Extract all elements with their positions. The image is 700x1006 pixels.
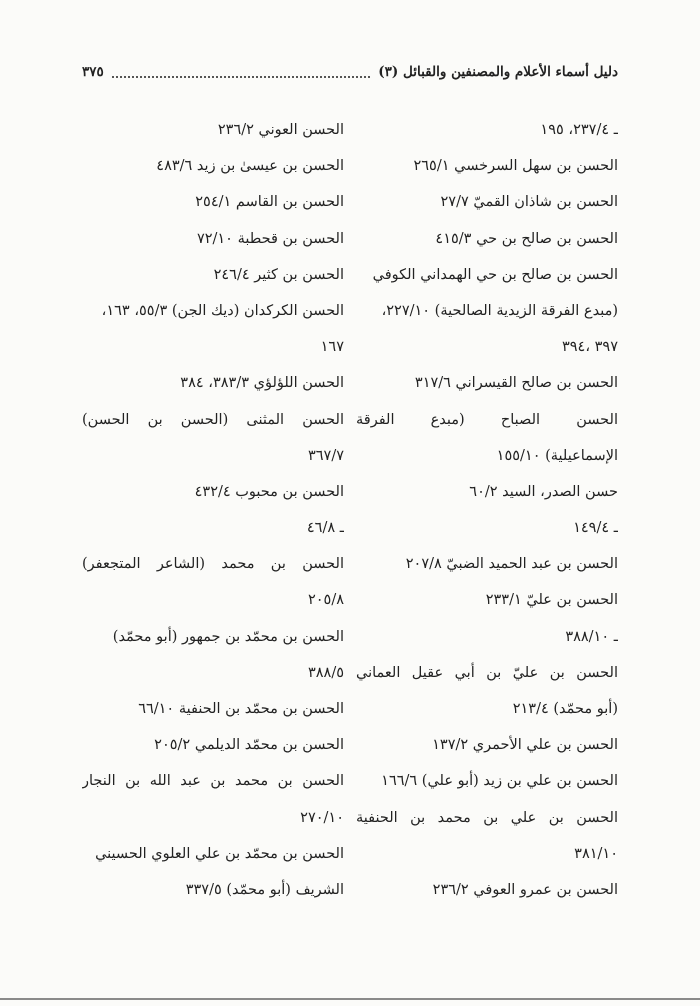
index-entry: ٣٦٧/٧ xyxy=(307,447,344,464)
index-entry: الحسن بن محمّد الديلمي ٢٠٥/٢ xyxy=(154,737,344,754)
index-entry: الحسن المثنى (الحسن بن الحسن) xyxy=(82,411,344,428)
index-entry: الحسن الكركدان (ديك الجن) ٥٥/٣، ١٦٣، xyxy=(101,302,344,319)
index-entry: الحسن بن عليّ ٢٣٣/١ xyxy=(485,592,618,609)
index-entry: ٣٨١/١٠ xyxy=(574,845,618,862)
index-entry: الحسن الصباح (مبدع الفرقة xyxy=(356,411,618,428)
index-entry: ٢٠٥/٨ xyxy=(307,592,344,609)
index-entry: الحسن بن القاسم ٢٥٤/١ xyxy=(195,194,344,211)
index-entry: الشريف (أبو محمّد) ٣٣٧/٥ xyxy=(185,881,344,898)
index-entry: حسن الصدر، السيد ٦٠/٢ xyxy=(469,483,618,500)
index-entry: (أبو محمّد) ٢١٣/٤ xyxy=(512,701,618,717)
index-entry: الحسن بن محمد (الشاعر المتجعفر) xyxy=(82,556,344,573)
index-entry: الحسن بن كثير ٢٤٦/٤ xyxy=(213,266,344,283)
index-entry: الحسن بن عيسىٰ بن زيد ٤٨٣/٦ xyxy=(156,158,344,175)
index-entry: الحسن بن عمرو العوفي ٢٣٦/٢ xyxy=(432,881,618,898)
index-entry: الحسن بن صالح بن حي ٤١٥/٣ xyxy=(435,230,618,247)
index-entry: الحسن بن صالح بن حي الهمداني الكوفي xyxy=(372,266,618,283)
index-entry: الحسن اللؤلؤي ٣٨٣/٣، ٣٨٤ xyxy=(180,375,344,392)
index-entry: الحسن بن قحطبة ٧٢/١٠ xyxy=(196,230,344,247)
index-entry: الحسن بن محبوب ٤٣٢/٤ xyxy=(194,483,344,500)
index-entry: الإسماعيلية) ١٥٥/١٠ xyxy=(496,447,618,464)
index-column-right xyxy=(356,112,618,908)
index-entry: الحسن بن محمّد بن الحنفية ٦٦/١٠ xyxy=(138,701,344,717)
index-entry: الحسن العوني ٢٣٦/٢ xyxy=(217,122,344,138)
index-entry: الحسن بن عليّ بن أبي عقيل العماني xyxy=(356,664,618,681)
index-entry: ـ ١٤٩/٤ xyxy=(573,520,618,537)
index-entry: ١٦٧ xyxy=(320,339,344,356)
index-entry: الحسن بن شاذان القميّ ٢٧/٧ xyxy=(440,194,618,211)
index-entry: الحسن بن علي بن محمد بن الحنفية xyxy=(356,809,618,826)
index-entry: الحسن بن محمّد بن جمهور (أبو محمّد) xyxy=(112,628,344,645)
index-entry: ٢٧٠/١٠ xyxy=(300,809,344,826)
index-entry: الحسن بن علي بن زيد (أبو علي) ١٦٦/٦ xyxy=(381,773,618,790)
index-entry: الحسن بن عبد الحميد الضبيّ ٢٠٧/٨ xyxy=(405,556,618,573)
header-dot-leader xyxy=(112,75,370,78)
index-entry: الحسن بن علي الأحمري ١٣٧/٢ xyxy=(432,737,618,754)
index-entry: الحسن بن صالح القيسراني ٣١٧/٦ xyxy=(414,375,618,392)
index-entry: الحسن بن محمد بن عبد الله بن النجار xyxy=(82,773,344,790)
index-entry: ـ ٣٨٨/١٠ xyxy=(565,628,618,645)
index-entry: ـ ٤٦/٨ xyxy=(306,520,344,537)
header-title: دليل أسماء الأعلام والمصنفين والقبائل (٣) xyxy=(378,64,618,80)
index-entry: (مبدع الفرقة الزيدية الصالحية) ٢٢٧/١٠، xyxy=(381,302,618,319)
index-entry: ٣٨٨/٥ xyxy=(307,664,344,681)
index-entry: ٣٩٧ ،٣٩٤ xyxy=(561,339,618,356)
index-column-left xyxy=(82,112,344,908)
index-entry: ـ ٢٣٧/٤، ١٩٥ xyxy=(540,122,618,138)
index-entry: الحسن بن سهل السرخسي ٢٦٥/١ xyxy=(413,158,618,175)
page-number: ٣٧٥ xyxy=(82,64,104,80)
page-edge-rule xyxy=(0,998,700,1000)
running-header xyxy=(82,54,618,90)
index-entry: الحسن بن محمّد بن علي العلوي الحسيني xyxy=(95,845,344,862)
